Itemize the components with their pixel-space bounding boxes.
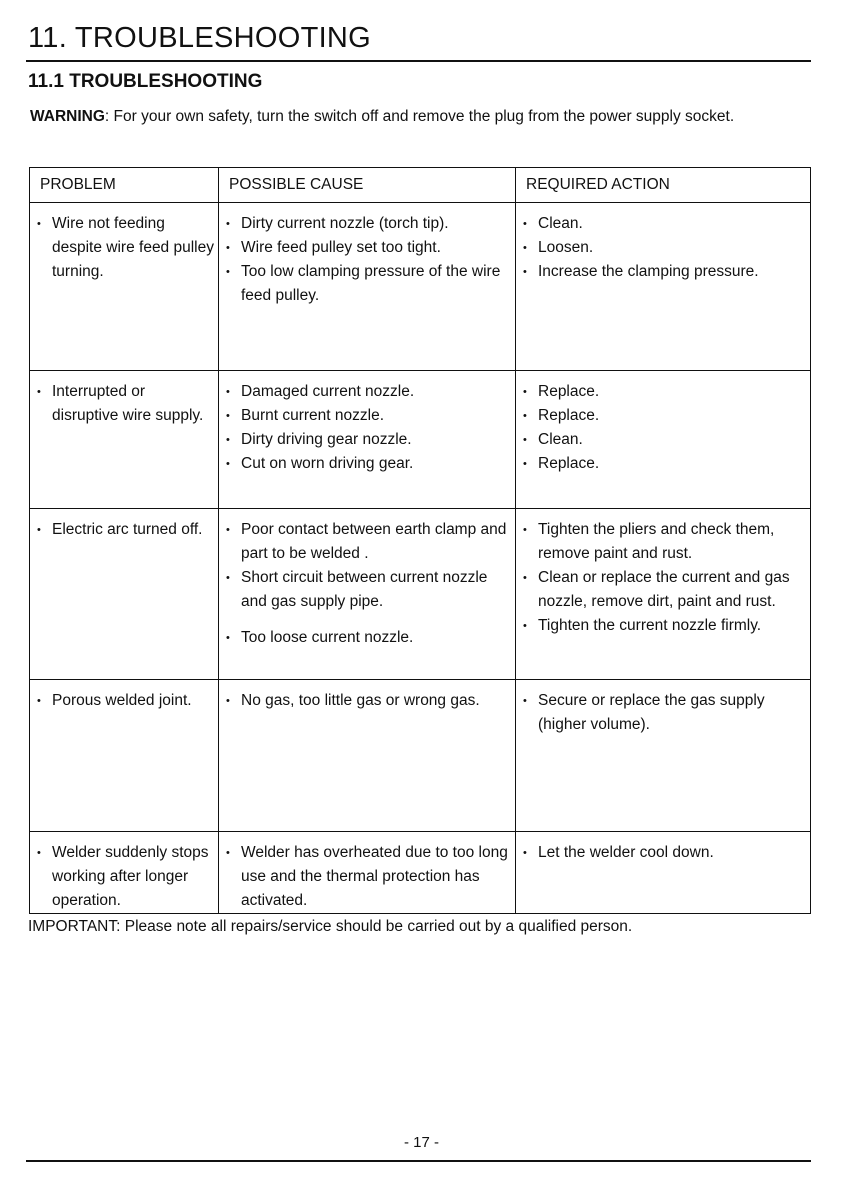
action-item: • Loosen. <box>520 236 806 260</box>
header-possible-cause: POSSIBLE CAUSE <box>219 168 516 203</box>
problem-text: • Interrupted or disruptive wire supply. <box>34 380 214 428</box>
action-cell <box>516 509 811 680</box>
problem-cell <box>30 371 219 509</box>
cause-item: • Short circuit between current nozzle and gas supply pipe. <box>223 566 511 614</box>
cause-item: • Welder has overheated due to too long use and the thermal protection has activated. <box>223 841 511 913</box>
action-item: • Tighten the current nozzle firmly. <box>520 614 806 638</box>
cause-item: • Too low clamping pressure of the wire feed pulley. <box>223 260 511 308</box>
table-header-row <box>30 168 811 203</box>
cause-item: • Cut on worn driving gear. <box>223 452 511 476</box>
action-item: • Replace. <box>520 452 806 476</box>
problem-cell <box>30 509 219 680</box>
problem-cell <box>30 832 219 914</box>
table-row <box>30 509 811 680</box>
action-cell <box>516 371 811 509</box>
cause-item: • No gas, too little gas or wrong gas. <box>223 689 511 713</box>
action-item: • Clean or replace the current and gas nozzle, remove dirt, paint and rust. <box>520 566 806 614</box>
action-item: • Increase the clamping pressure. <box>520 260 806 284</box>
cause-item: • Damaged current nozzle. <box>223 380 511 404</box>
action-cell <box>516 203 811 371</box>
bottom-divider <box>26 1160 811 1162</box>
table-row <box>30 371 811 509</box>
cause-cell <box>219 680 516 832</box>
troubleshooting-table <box>29 167 811 914</box>
cause-item: • Too loose current nozzle. <box>223 626 511 650</box>
cause-item: • Burnt current nozzle. <box>223 404 511 428</box>
cause-cell <box>219 371 516 509</box>
cause-item: • Poor contact between earth clamp and part to be welded . <box>223 518 511 566</box>
cause-cell <box>219 832 516 914</box>
warning-label: WARNING <box>30 108 105 125</box>
table-row <box>30 203 811 371</box>
problem-text: • Porous welded joint. <box>34 689 214 713</box>
cause-item: • Dirty driving gear nozzle. <box>223 428 511 452</box>
action-item: • Tighten the pliers and check them, remove paint and rust. <box>520 518 806 566</box>
header-problem: PROBLEM <box>30 168 219 203</box>
action-cell <box>516 680 811 832</box>
warning-text: : For your own safety, turn the switch off and remove the plug from the power supply socket. <box>104 108 735 125</box>
action-item: • Clean. <box>520 212 806 236</box>
table-row <box>30 832 811 914</box>
warning-notice <box>30 107 812 127</box>
action-item: • Clean. <box>520 428 806 452</box>
problem-text: • Welder suddenly stops working after longer operation. <box>34 841 214 913</box>
action-item: • Secure or replace the gas supply (higher volume). <box>520 689 806 737</box>
cause-cell <box>219 203 516 371</box>
header-required-action: REQUIRED ACTION <box>516 168 811 203</box>
important-notice: IMPORTANT: Please note all repairs/service should be carried out by a qualified person. <box>28 918 633 935</box>
cause-cell <box>219 509 516 680</box>
problem-cell <box>30 680 219 832</box>
problem-text: • Wire not feeding despite wire feed pulley turning. <box>34 212 214 284</box>
problem-cell <box>30 203 219 371</box>
chapter-title: 11. TROUBLESHOOTING <box>28 22 372 54</box>
section-title: 11.1 TROUBLESHOOTING <box>28 71 263 92</box>
table-row <box>30 680 811 832</box>
action-cell <box>516 832 811 914</box>
problem-text: • Electric arc turned off. <box>34 518 214 542</box>
page-number: - 17 - <box>403 1134 439 1151</box>
action-item: • Let the welder cool down. <box>520 841 806 865</box>
action-item: • Replace. <box>520 404 806 428</box>
cause-item: • Wire feed pulley set too tight. <box>223 236 511 260</box>
cause-item: • Dirty current nozzle (torch tip). <box>223 212 511 236</box>
action-item: • Replace. <box>520 380 806 404</box>
top-divider <box>26 60 811 62</box>
